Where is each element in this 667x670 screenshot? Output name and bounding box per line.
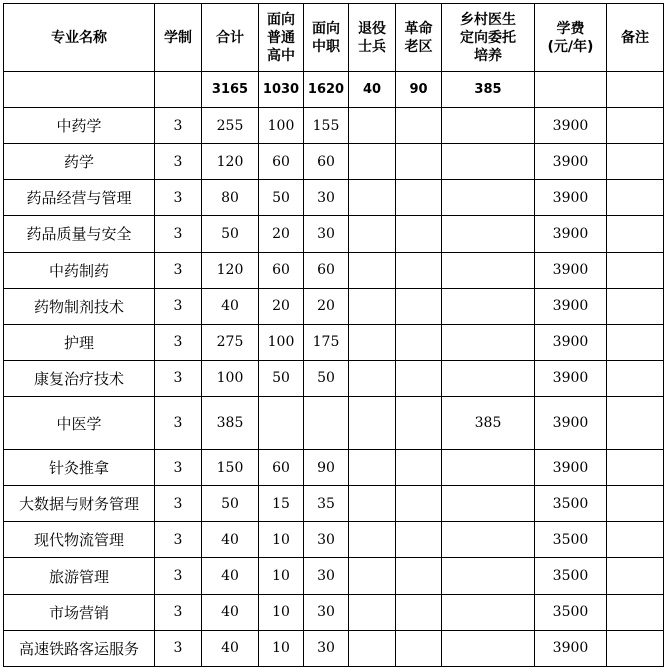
cell-tuition: 3500 (535, 594, 607, 630)
cell-tuition: 3900 (535, 144, 607, 180)
cell-revolutionary-area (396, 360, 442, 396)
cell-general-high-school: 20 (259, 216, 304, 252)
table-row (4, 594, 664, 630)
cell-revolutionary-area (396, 252, 442, 288)
cell-major-name: 中药学 (4, 108, 155, 144)
header-line: (元/年) (547, 38, 594, 55)
cell-veterans (349, 180, 396, 216)
cell-duration: 3 (155, 360, 202, 396)
cell-revolutionary-area (396, 594, 442, 630)
cell-total: 40 (202, 558, 259, 594)
cell-duration: 3 (155, 216, 202, 252)
cell-remarks (607, 450, 664, 486)
cell-general-high-school: 10 (259, 558, 304, 594)
header-major-name (4, 4, 155, 72)
total-veterans: 40 (349, 72, 396, 108)
cell-rural-doctor (442, 324, 535, 360)
cell-vocational-school (304, 396, 349, 449)
cell-remarks (607, 396, 664, 449)
cell-general-high-school: 20 (259, 288, 304, 324)
cell-major-name: 针灸推拿 (4, 450, 155, 486)
cell-major-name: 旅游管理 (4, 558, 155, 594)
cell-revolutionary-area (396, 558, 442, 594)
cell-general-high-school: 10 (259, 594, 304, 630)
cell-remarks (607, 360, 664, 396)
cell-duration: 3 (155, 180, 202, 216)
cell-rural-doctor (442, 288, 535, 324)
header-line: 定向委托 (460, 29, 516, 46)
cell-tuition: 3500 (535, 558, 607, 594)
header-remarks (607, 4, 664, 72)
cell-veterans (349, 594, 396, 630)
cell-vocational-school: 30 (304, 594, 349, 630)
cell-rural-doctor (442, 486, 535, 522)
cell-vocational-school: 90 (304, 450, 349, 486)
cell-vocational-school: 30 (304, 630, 349, 666)
cell-general-high-school: 60 (259, 450, 304, 486)
cell-veterans (349, 486, 396, 522)
cell-general-high-school: 50 (259, 180, 304, 216)
cell-tuition: 3900 (535, 288, 607, 324)
cell-major-name: 药品质量与安全 (4, 216, 155, 252)
cell-rural-doctor (442, 252, 535, 288)
header-total (202, 4, 259, 72)
header-tuition (535, 4, 607, 72)
cell-vocational-school: 30 (304, 216, 349, 252)
cell-total: 255 (202, 108, 259, 144)
cell-tuition: 3900 (535, 252, 607, 288)
cell-remarks (607, 324, 664, 360)
cell-vocational-school: 30 (304, 180, 349, 216)
cell-total: 50 (202, 486, 259, 522)
cell-major-name: 药物制剂技术 (4, 288, 155, 324)
cell-remarks (607, 252, 664, 288)
cell-vocational-school: 155 (304, 108, 349, 144)
enrollment-table (3, 3, 664, 667)
header-row (4, 4, 664, 72)
cell-major-name: 高速铁路客运服务 (4, 630, 155, 666)
cell-total: 50 (202, 216, 259, 252)
total-major-name (4, 72, 155, 108)
cell-major-name: 中医学 (4, 396, 155, 449)
header-line: 乡村医生 (460, 11, 516, 28)
cell-duration: 3 (155, 108, 202, 144)
cell-major-name: 现代物流管理 (4, 522, 155, 558)
cell-veterans (349, 396, 396, 449)
cell-total: 120 (202, 252, 259, 288)
cell-duration: 3 (155, 450, 202, 486)
cell-veterans (349, 324, 396, 360)
cell-veterans (349, 144, 396, 180)
cell-duration: 3 (155, 324, 202, 360)
header-line: 革命 (404, 20, 433, 37)
cell-vocational-school: 35 (304, 486, 349, 522)
cell-remarks (607, 486, 664, 522)
table-row (4, 288, 664, 324)
table-row (4, 450, 664, 486)
total-duration (155, 72, 202, 108)
header-line: 退役 (358, 20, 386, 37)
total-total: 3165 (202, 72, 259, 108)
cell-remarks (607, 180, 664, 216)
cell-revolutionary-area (396, 108, 442, 144)
cell-vocational-school: 60 (304, 252, 349, 288)
table-row (4, 252, 664, 288)
total-remarks (607, 72, 664, 108)
total-vocational-school: 1620 (304, 72, 349, 108)
cell-vocational-school: 30 (304, 558, 349, 594)
cell-duration: 3 (155, 558, 202, 594)
cell-veterans (349, 108, 396, 144)
header-revolutionary-area (396, 4, 442, 72)
cell-rural-doctor (442, 630, 535, 666)
cell-duration: 3 (155, 522, 202, 558)
table-row (4, 180, 664, 216)
cell-general-high-school: 100 (259, 324, 304, 360)
cell-duration: 3 (155, 144, 202, 180)
cell-revolutionary-area (396, 324, 442, 360)
cell-remarks (607, 144, 664, 180)
cell-tuition: 3900 (535, 360, 607, 396)
cell-revolutionary-area (396, 486, 442, 522)
cell-general-high-school: 10 (259, 522, 304, 558)
cell-rural-doctor (442, 594, 535, 630)
cell-veterans (349, 288, 396, 324)
header-general-high-school (259, 4, 304, 72)
cell-rural-doctor: 385 (442, 396, 535, 449)
header-line: 普通 (267, 29, 295, 46)
header-line: 面向 (267, 11, 295, 28)
cell-rural-doctor (442, 216, 535, 252)
cell-revolutionary-area (396, 450, 442, 486)
table-row (4, 324, 664, 360)
cell-general-high-school: 60 (259, 252, 304, 288)
header-line: 培养 (474, 47, 502, 64)
header-line: 高中 (267, 47, 295, 64)
cell-veterans (349, 252, 396, 288)
cell-general-high-school: 100 (259, 108, 304, 144)
table-row (4, 216, 664, 252)
table-row (4, 522, 664, 558)
cell-major-name: 药品经营与管理 (4, 180, 155, 216)
cell-general-high-school: 50 (259, 360, 304, 396)
header-line: 学费 (556, 20, 585, 37)
cell-duration: 3 (155, 630, 202, 666)
cell-major-name: 中药制药 (4, 252, 155, 288)
cell-revolutionary-area (396, 630, 442, 666)
cell-rural-doctor (442, 180, 535, 216)
cell-general-high-school (259, 396, 304, 449)
header-line: 合计 (216, 29, 244, 46)
cell-veterans (349, 522, 396, 558)
cell-tuition: 3500 (535, 522, 607, 558)
cell-vocational-school: 30 (304, 522, 349, 558)
cell-major-name: 药学 (4, 144, 155, 180)
cell-rural-doctor (442, 360, 535, 396)
cell-remarks (607, 558, 664, 594)
cell-revolutionary-area (396, 144, 442, 180)
header-vocational-school (304, 4, 349, 72)
cell-total: 385 (202, 396, 259, 449)
cell-vocational-school: 60 (304, 144, 349, 180)
header-line: 专业名称 (51, 29, 107, 46)
header-veterans (349, 4, 396, 72)
table-row (4, 360, 664, 396)
header-rural-doctor (442, 4, 535, 72)
cell-total: 100 (202, 360, 259, 396)
table-row (4, 558, 664, 594)
cell-revolutionary-area (396, 180, 442, 216)
cell-revolutionary-area (396, 522, 442, 558)
cell-tuition: 3900 (535, 216, 607, 252)
cell-total: 120 (202, 144, 259, 180)
header-line: 备注 (621, 29, 649, 46)
cell-duration: 3 (155, 288, 202, 324)
header-line: 中职 (312, 38, 340, 55)
cell-revolutionary-area (396, 288, 442, 324)
cell-veterans (349, 630, 396, 666)
cell-rural-doctor (442, 108, 535, 144)
cell-vocational-school: 50 (304, 360, 349, 396)
total-rural-doctor: 385 (442, 72, 535, 108)
cell-remarks (607, 594, 664, 630)
cell-tuition: 3900 (535, 180, 607, 216)
cell-duration: 3 (155, 486, 202, 522)
cell-tuition: 3500 (535, 486, 607, 522)
cell-veterans (349, 450, 396, 486)
total-revolutionary-area: 90 (396, 72, 442, 108)
cell-tuition: 3900 (535, 108, 607, 144)
cell-tuition: 3900 (535, 396, 607, 449)
header-duration (155, 4, 202, 72)
cell-total: 40 (202, 522, 259, 558)
cell-remarks (607, 108, 664, 144)
cell-tuition: 3900 (535, 450, 607, 486)
cell-general-high-school: 60 (259, 144, 304, 180)
header-line: 面向 (312, 20, 340, 37)
cell-major-name: 市场营销 (4, 594, 155, 630)
cell-revolutionary-area (396, 216, 442, 252)
header-line: 老区 (404, 38, 433, 55)
cell-veterans (349, 360, 396, 396)
cell-general-high-school: 15 (259, 486, 304, 522)
cell-rural-doctor (442, 450, 535, 486)
totals-row (4, 72, 664, 108)
header-line: 士兵 (358, 38, 386, 55)
total-general-high-school: 1030 (259, 72, 304, 108)
cell-revolutionary-area (396, 396, 442, 449)
cell-remarks (607, 522, 664, 558)
cell-tuition: 3900 (535, 630, 607, 666)
cell-veterans (349, 558, 396, 594)
cell-remarks (607, 630, 664, 666)
cell-remarks (607, 216, 664, 252)
cell-duration: 3 (155, 396, 202, 449)
cell-vocational-school: 175 (304, 324, 349, 360)
cell-major-name: 护理 (4, 324, 155, 360)
cell-rural-doctor (442, 522, 535, 558)
cell-total: 40 (202, 288, 259, 324)
cell-veterans (349, 216, 396, 252)
header-line: 学制 (164, 29, 192, 46)
cell-total: 275 (202, 324, 259, 360)
cell-tuition: 3900 (535, 324, 607, 360)
table-row (4, 144, 664, 180)
cell-major-name: 大数据与财务管理 (4, 486, 155, 522)
cell-total: 150 (202, 450, 259, 486)
cell-rural-doctor (442, 144, 535, 180)
cell-total: 40 (202, 594, 259, 630)
cell-major-name: 康复治疗技术 (4, 360, 155, 396)
cell-duration: 3 (155, 594, 202, 630)
table-row (4, 108, 664, 144)
cell-rural-doctor (442, 558, 535, 594)
cell-vocational-school: 20 (304, 288, 349, 324)
table-row (4, 630, 664, 666)
total-tuition (535, 72, 607, 108)
table-row (4, 396, 664, 449)
table-row (4, 486, 664, 522)
cell-total: 40 (202, 630, 259, 666)
cell-total: 80 (202, 180, 259, 216)
cell-general-high-school: 10 (259, 630, 304, 666)
cell-duration: 3 (155, 252, 202, 288)
cell-remarks (607, 288, 664, 324)
